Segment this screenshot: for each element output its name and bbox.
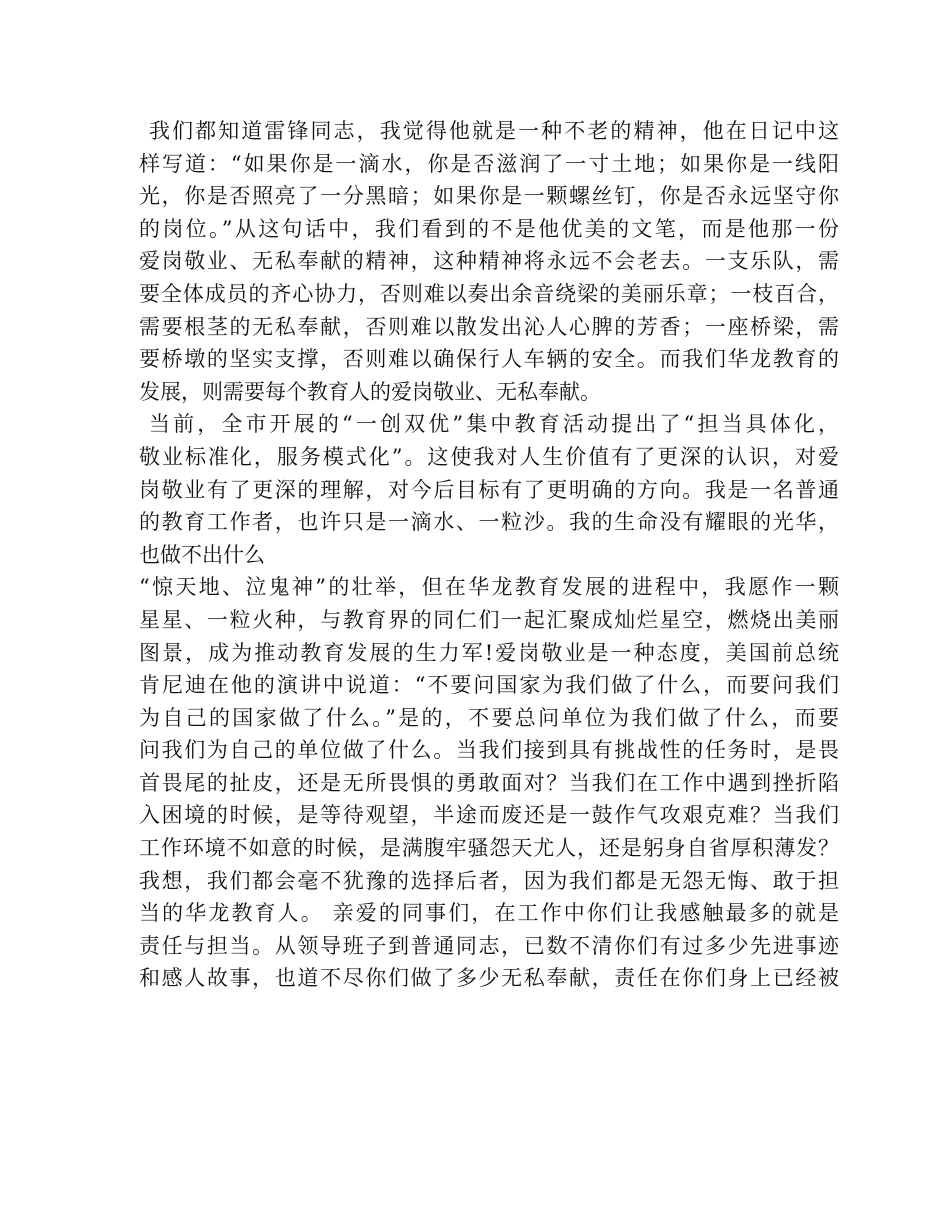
text-line: 责任与担当。从领导班子到普通同志，已数不清你们有过多少先进事迹	[139, 933, 839, 958]
text-line: 岗敬业有了更深的理解，对今后目标有了更明确的方向。我是一名普通	[139, 477, 839, 502]
text-line: 入困境的时候，是等待观望，半途而废还是一鼓作气攻艰克难？当我们	[139, 803, 839, 828]
text-line: 敬业标准化，服务模式化”。这使我对人生价值有了更深的认识，对爱	[139, 444, 839, 469]
text-line: 肯尼迪在他的演讲中说道：“不要问国家为我们做了什么，而要问我们	[139, 673, 839, 698]
text-line: 我想，我们都会毫不犹豫的选择后者，因为我们都是无怨无悔、敢于担	[139, 868, 839, 893]
text-line: “惊天地、泣鬼神”的壮举，但在华龙教育发展的进程中，我愿作一颗	[139, 575, 839, 600]
text-line: 需要根茎的无私奉献，否则难以散发出沁人心脾的芳香；一座桥梁，需	[139, 314, 839, 339]
text-line: 光，你是否照亮了一分黑暗；如果你是一颗螺丝钉，你是否永远坚守你	[139, 184, 839, 209]
text-line: 当的华龙教育人。 亲爱的同事们，在工作中你们让我感触最多的就是	[139, 901, 839, 926]
text-line: 要桥墩的坚实支撑，否则难以确保行人车辆的安全。而我们华龙教育的	[139, 347, 839, 372]
text-line: 和感人故事，也道不尽你们做了多少无私奉献，责任在你们身上已经被	[139, 966, 839, 991]
text-line: 当前，全市开展的“一创双优”集中教育活动提出了“担当具体化，	[149, 412, 839, 437]
text-line: 的岗位。”从这句话中，我们看到的不是他优美的文笔，而是他那一份	[139, 216, 839, 241]
document-body	[139, 115, 839, 995]
text-line: 星星、一粒火种，与教育界的同仁们一起汇聚成灿烂星空，燃烧出美丽	[139, 607, 839, 632]
text-line: 为自己的国家做了什么。”是的，不要总问单位为我们做了什么，而要	[139, 705, 839, 730]
text-line: 工作环境不如意的时候，是满腹牢骚怨天尤人，还是躬身自省厚积薄发？	[139, 836, 839, 861]
text-line: 首畏尾的扯皮，还是无所畏惧的勇敢面对？当我们在工作中遇到挫折陷	[139, 770, 839, 795]
text-line: 也做不出什么	[139, 542, 265, 567]
text-line: 问我们为自己的单位做了什么。当我们接到具有挑战性的任务时，是畏	[139, 738, 839, 763]
text-line: 我们都知道雷锋同志，我觉得他就是一种不老的精神，他在日记中这	[149, 119, 839, 143]
text-line: 要全体成员的齐心协力，否则难以奏出余音绕梁的美丽乐章；一枝百合，	[139, 281, 839, 306]
text-line: 发展，则需要每个教育人的爱岗敬业、无私奉献。	[139, 379, 601, 404]
text-line: 爱岗敬业、无私奉献的精神，这种精神将永远不会老去。一支乐队，需	[139, 249, 839, 274]
text-line: 图景，成为推动教育发展的生力军!爱岗敬业是一种态度，美国前总统	[139, 640, 839, 665]
text-line: 样写道：“如果你是一滴水，你是否滋润了一寸土地；如果你是一线阳	[139, 151, 839, 176]
text-line: 的教育工作者，也许只是一滴水、一粒沙。我的生命没有耀眼的光华，	[139, 510, 839, 535]
